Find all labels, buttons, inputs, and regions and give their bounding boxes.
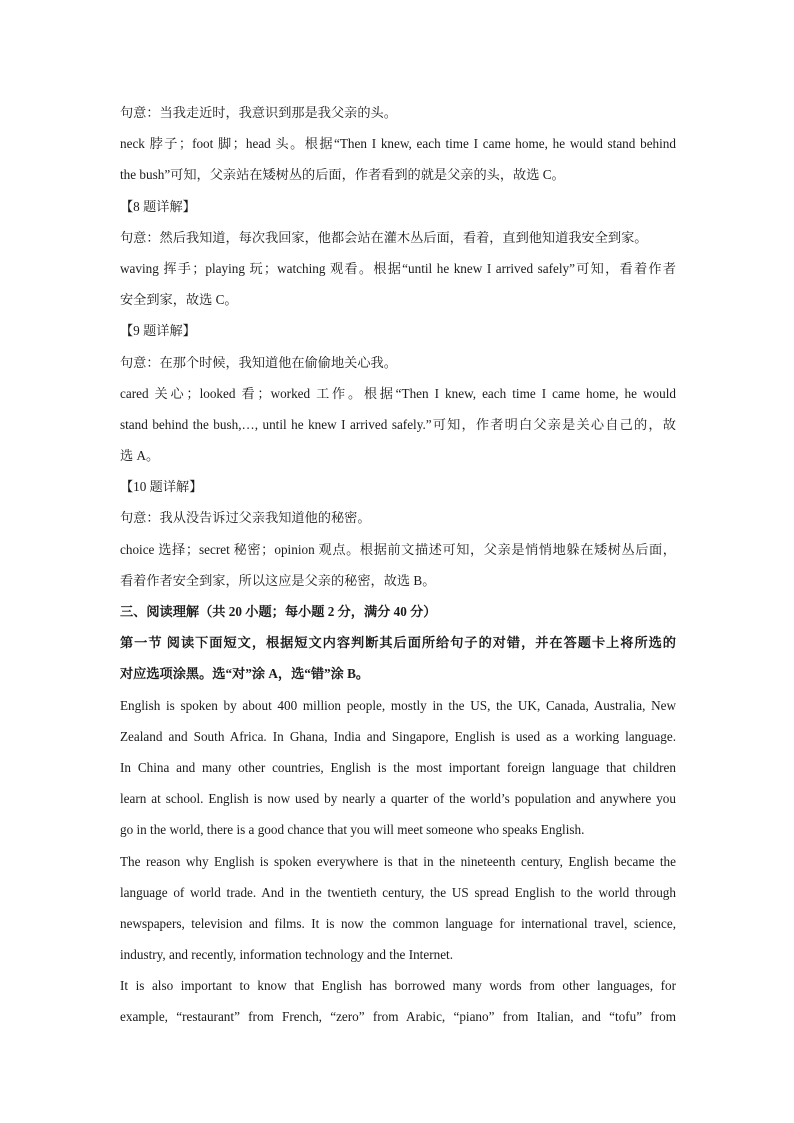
text-line: stand behind the bush,…, until he knew I arrived safely.”可知，作者明白父亲是关心自己的，故 [120, 416, 676, 432]
text-line: the bush”可知，父亲站在矮树丛的后面，作者看到的就是父亲的头，故选 C。 [120, 167, 565, 183]
text-line: 安全到家，故选 C。 [120, 292, 238, 308]
text-line: 第一节 阅读下面短文，根据短文内容判断其后面所给句子的对错，并在答题卡上将所选的 [120, 635, 676, 651]
text-line: 句意：我从没告诉过父亲我知道他的秘密。 [120, 510, 371, 526]
text-line: choice 选择；secret 秘密；opinion 观点。根据前文描述可知，父亲是悄悄地躲在矮树丛后面， [120, 541, 676, 557]
text-line: 【9 题详解】 [120, 323, 196, 339]
text-line: example, “restaurant” from French, “zero” from Arabic, “piano” from Italian, and “tofu” from [120, 1009, 676, 1025]
text-line: 【8 题详解】 [120, 198, 196, 214]
text-line: 句意：在那个时候，我知道他在偷偷地关心我。 [120, 354, 397, 370]
text-line: go in the world, there is a good chance that you will meet someone who speaks English. [120, 822, 585, 838]
text-line: 句意：当我走近时，我意识到那是我父亲的头。 [120, 105, 397, 120]
text-line: language of world trade. And in the twentieth century, the US spread English to the world through [120, 884, 676, 900]
text-line: 对应选项涂黑。选“对”涂 A，选“错”涂 B。 [120, 666, 370, 682]
text-line: newspapers, television and films. It is now the common language for international travel, science, [120, 915, 676, 931]
text-line: 三、阅读理解（共 20 小题；每小题 2 分，满分 40 分） [120, 604, 437, 619]
text-line: Zealand and South Africa. In Ghana, India and Singapore, English is used as a working language. [120, 728, 676, 744]
text-line: 句意：然后我知道，每次我回家，他都会站在灌木丛后面，看着，直到他知道我安全到家。 [120, 229, 648, 245]
text-line: industry, and recently, information technology and the Internet. [120, 947, 454, 963]
text-line: English is spoken by about 400 million people, mostly in the US, the UK, Canada, Australia, New [120, 697, 676, 713]
text-line: In China and many other countries, English is the most important foreign language that children [120, 759, 676, 775]
document-page [120, 97, 676, 1033]
text-line: 【10 题详解】 [120, 479, 203, 495]
text-line: 选 A。 [120, 448, 160, 464]
text-line: cared 关心；looked 看；worked 工作。根据“Then I knew, each time I came home, he would [120, 385, 676, 401]
text-line: learn at school. English is now used by nearly a quarter of the world’s population and anywhere you [120, 791, 676, 807]
text-line: waving 挥手；playing 玩；watching 观看。根据“until he knew I arrived safely”可知，看着作者 [120, 260, 676, 276]
text-line: 看着作者安全到家，所以这应是父亲的秘密，故选 B。 [120, 572, 436, 588]
text-line: The reason why English is spoken everywhere is that in the nineteenth century, English became the [120, 853, 676, 869]
text-line: neck 脖子；foot 脚；head 头。根据“Then I knew, each time I came home, he would stand behind [120, 136, 676, 152]
text-line: It is also important to know that English has borrowed many words from other languages, for [120, 978, 676, 994]
